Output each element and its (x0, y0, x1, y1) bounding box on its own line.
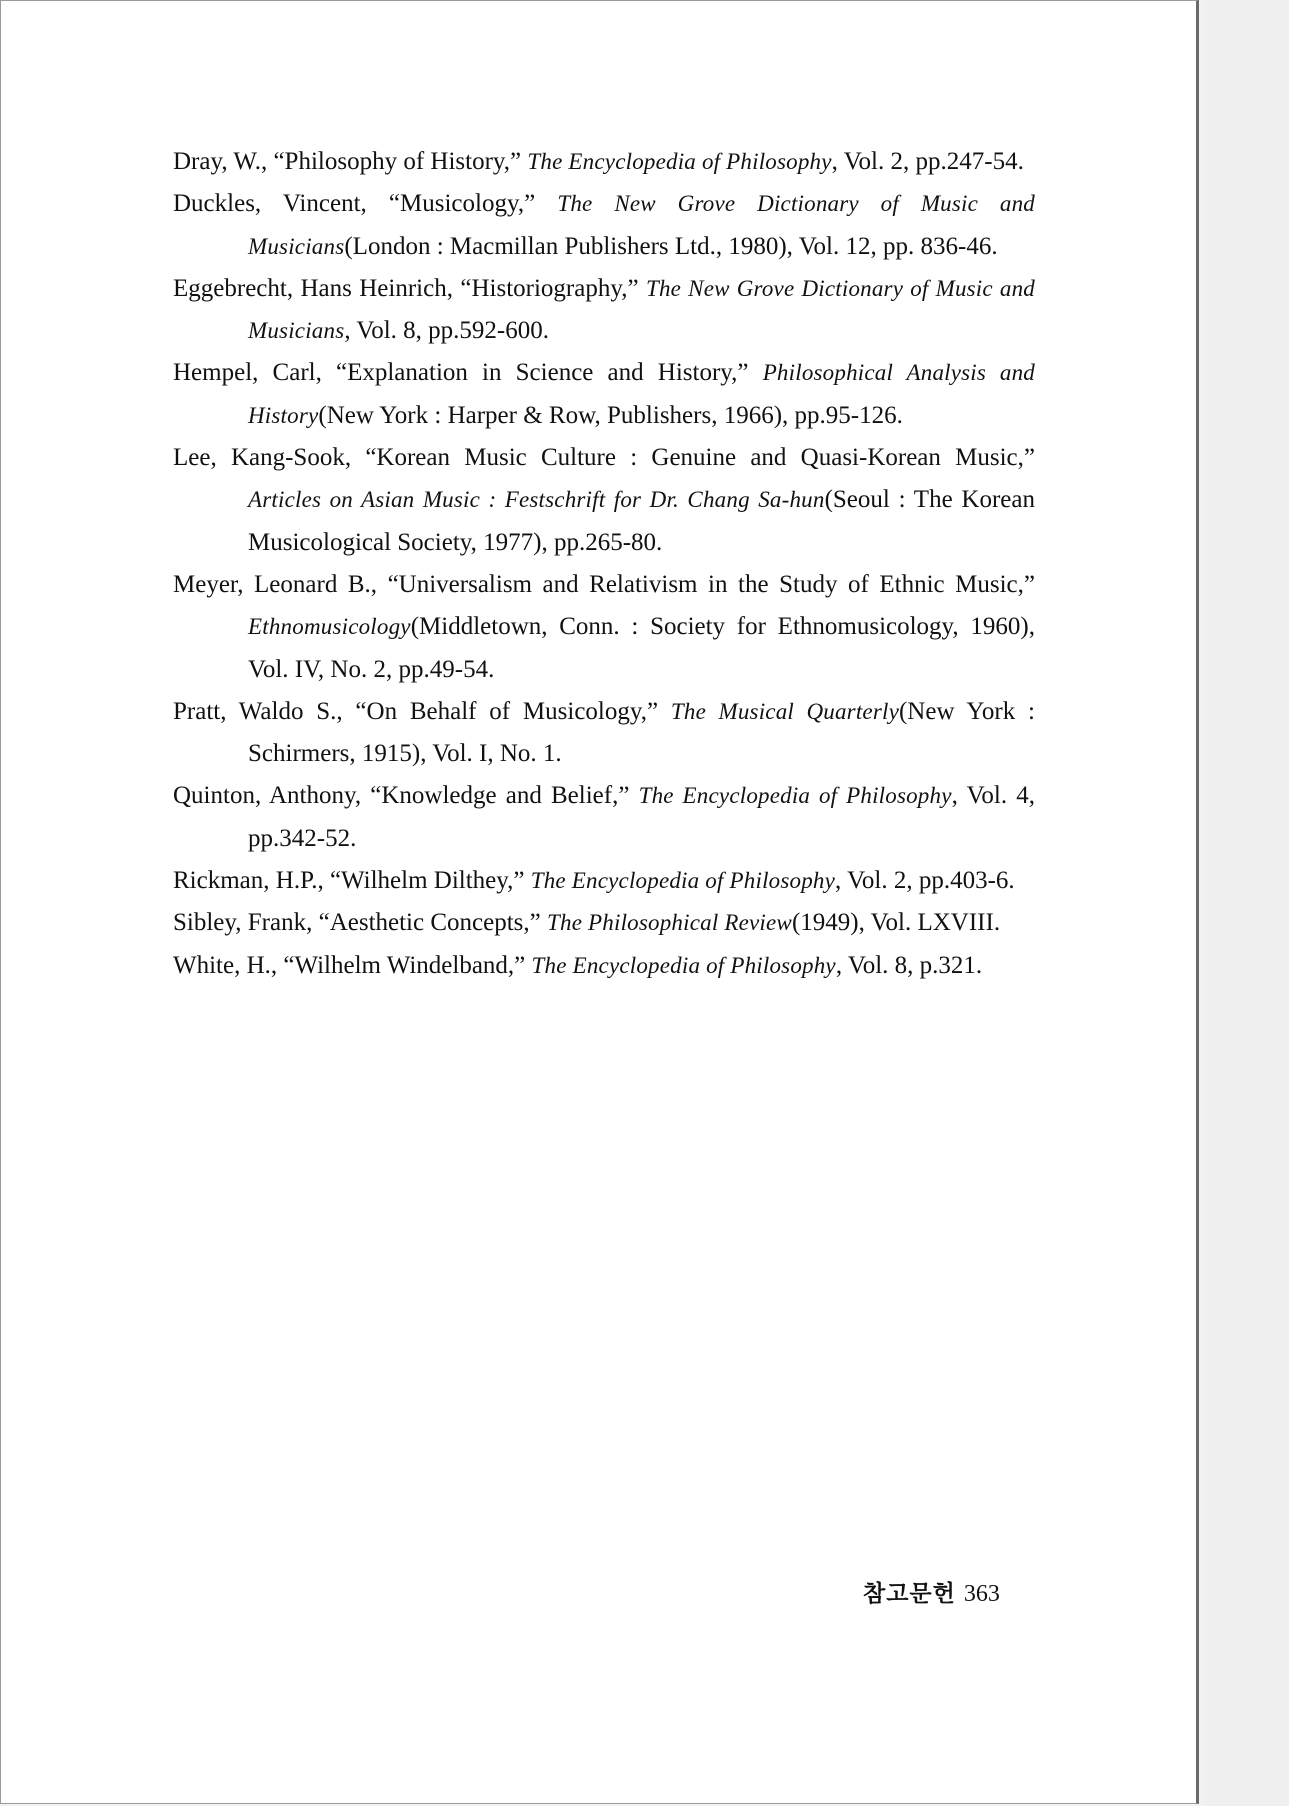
page-footer (863, 1575, 1000, 1608)
reference-text: Sibley, Frank, “Aesthetic Concepts,” (173, 909, 547, 937)
reference-title: Philosophical Analysis and History (248, 360, 1035, 428)
reference-text: Meyer, Leonard B., “Universalism and Relativism in the Study of Ethnic Music,” (173, 570, 1035, 598)
page-number: 363 (963, 1581, 1000, 1607)
reference-text: Quinton, Anthony, “Knowledge and Belief,” (173, 782, 639, 810)
reference-entry-meyer (173, 564, 1035, 691)
section-label: 참고문헌 (863, 1580, 956, 1607)
viewer-background (1203, 0, 1289, 1806)
reference-entry-dray (173, 141, 1035, 183)
reference-details: , Vol. 2, pp.403-6. (835, 867, 1015, 895)
reference-details: , Vol. 8, pp.592-600. (344, 317, 550, 345)
reference-title: The Encyclopedia of Philosophy (638, 783, 952, 809)
reference-title: Ethnomusicology (248, 614, 411, 640)
reference-details: (New York : Harper & Row, Publishers, 1966), pp.95-126. (318, 401, 903, 429)
reference-text: Dray, W., “Philosophy of History,” (173, 148, 528, 175)
reference-details: , Vol. 4, pp.342-52. (248, 782, 1035, 852)
reference-entry-eggebrecht (173, 268, 1035, 353)
reference-text: Hempel, Carl, “Explanation in Science and History,” (173, 359, 763, 387)
reference-title: The New Grove Dictionary of Music and Musicians (248, 191, 1035, 259)
reference-entry-hempel (173, 352, 1035, 437)
reference-text: Duckles, Vincent, “Musicology,” (173, 190, 558, 218)
reference-details: (1949), Vol. LXVIII. (791, 909, 1001, 937)
reference-entry-rickman (173, 860, 1035, 902)
reference-list (173, 141, 1035, 987)
reference-title: The Encyclopedia of Philosophy (527, 149, 832, 174)
reference-title: The New Grove Dictionary of Music and Musicians (248, 275, 1035, 344)
reference-text: Lee, Kang-Sook, “Korean Music Culture : Genuine and Quasi-Korean Music,” (173, 444, 1035, 472)
reference-title: The Musical Quarterly (670, 698, 899, 724)
reference-details: (Seoul : The Korean Musicological Society, 1977), pp.265-80. (248, 486, 1035, 556)
reference-details: (London : Macmillan Publishers Ltd., 1980), Vol. 12, pp. 836-46. (344, 232, 998, 260)
reference-entry-duckles (173, 183, 1035, 268)
reference-entry-sibley (173, 902, 1035, 944)
reference-title: The Encyclopedia of Philosophy (531, 952, 836, 978)
reference-details: , Vol. 8, p.321. (835, 951, 983, 979)
reference-title: The Encyclopedia of Philosophy (530, 868, 836, 894)
reference-text: White, H., “Wilhelm Windelband,” (173, 951, 532, 979)
reference-entry-lee (173, 437, 1035, 564)
reference-title: Articles on Asian Music : Festschrift for Dr. Chang Sa-hun (248, 487, 825, 513)
reference-details: (New York : Schirmers, 1915), Vol. I, No. 1. (248, 697, 1035, 768)
reference-text: Rickman, H.P., “Wilhelm Dilthey,” (173, 867, 531, 895)
reference-details: , Vol. 2, pp.247-54. (831, 148, 1024, 175)
reference-title: The Philosophical Review (547, 910, 792, 936)
reference-entry-pratt (173, 691, 1035, 776)
reference-text: Eggebrecht, Hans Heinrich, “Historiography,” (173, 274, 646, 302)
reference-text: Pratt, Waldo S., “On Behalf of Musicology,” (173, 697, 671, 725)
reference-entry-white (173, 945, 1035, 987)
reference-details: (Middletown, Conn. : Society for Ethnomusicology, 1960), Vol. IV, No. 2, pp.49-54. (248, 613, 1035, 683)
reference-entry-quinton (173, 775, 1035, 860)
